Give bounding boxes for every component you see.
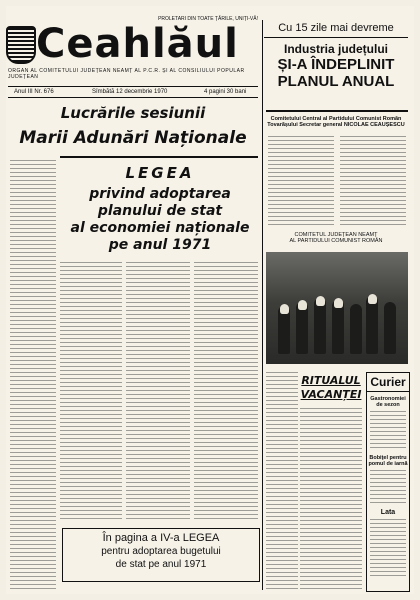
photo-figure [384,302,396,354]
ritual-column-1 [266,372,298,590]
headline-session: Lucrările sesiunii [60,104,206,122]
article-column-2 [60,262,122,520]
article-column-4 [194,262,258,520]
column-divider [262,20,263,590]
issue-date: Sîmbătă 12 decembrie 1970 [92,89,168,95]
photo-figure [314,298,326,354]
box-line-3: de stat pe anul 1971 [115,559,207,570]
signature-line-1: COMITETUL JUDEȚEAN NEAMȚ [294,232,378,238]
industry-line-3: PLANUL ANUAL [277,73,395,90]
telegram-recipient-2: Tovarășului Secretar general NICOLAE CEAUȘESCU [267,122,405,128]
signature-line-2: AL PARTIDULUI COMUNIST ROMÂN [289,238,383,244]
photo-figure [350,304,362,354]
countdown-line: Cu 15 zile mai devreme [264,20,408,38]
ritual-line-1: RITUALUL [301,374,361,387]
issue-number: Anul III Nr. 676 [14,89,54,95]
telegram-recipient: Comitetului Central al Partidului Comunist Român [270,116,402,122]
masthead-tagline: PROLETARI DIN TOATE ȚĂRILE, UNIȚI-VĂ! [158,16,258,22]
photo-scarf [316,296,325,306]
issue-price: 4 pagini 30 bani [204,89,247,95]
photo-figure [332,300,344,354]
curier-section-1: Gastronomiei de sezon [370,396,406,408]
curier-text-2 [370,470,406,506]
ritual-line-2: VACANȚEI [300,388,362,401]
telegram-header [264,116,408,128]
curier-box [366,372,410,592]
telegram-text-2 [340,136,406,228]
photo-figure [366,296,378,354]
headline-assembly: Marii Adunări Naționale [19,128,247,148]
law-subtitle-3: al economiei naționale [70,220,250,236]
masthead [8,16,258,80]
industry-headline-block [264,20,408,90]
photo-scarf [334,298,343,308]
curier-title: Curier [367,373,409,392]
industry-line-1: Industria județului [284,42,388,56]
law-subtitle-2: planului de stat [97,203,223,219]
telegram-signature [264,232,408,244]
curier-section-3: Lata [380,509,396,516]
inside-page-box [62,528,260,582]
curier-section-2: Bobiţel pentru pomul de iarnă [368,455,408,467]
box-line-2: pentru adoptarea bugetului [101,546,221,557]
telegram-text-1 [268,136,334,228]
curier-text-1 [370,411,406,451]
box-line-1: În pagina a IV-a LEGEA [102,532,220,544]
divider [60,156,258,158]
article-column-1 [10,160,56,590]
article-column-3 [126,262,190,520]
law-title: LEGEA [125,164,195,182]
photo-scarf [298,300,307,310]
industry-line-2: ȘI-A ÎNDEPLINIT [277,56,395,73]
divider [266,110,408,112]
law-subtitle-1: privind adoptarea [89,186,231,202]
ritual-headline [300,374,362,402]
curier-text-3 [370,519,406,579]
photo-scarf [280,304,289,314]
newspaper-title: Ceahlăul [36,21,239,67]
crowd-photo [266,252,408,364]
law-subtitle-4: pe anul 1971 [108,237,212,253]
ritual-column-2 [300,408,362,590]
photo-scarf [368,294,377,304]
issue-info-bar [8,86,258,98]
masthead-subtitle: ORGAN AL COMITETULUI JUDEȚEAN NEAMȚ AL P.C.R. ȘI AL CONSILIULUI POPULAR JUDEȚEAN [8,68,245,80]
